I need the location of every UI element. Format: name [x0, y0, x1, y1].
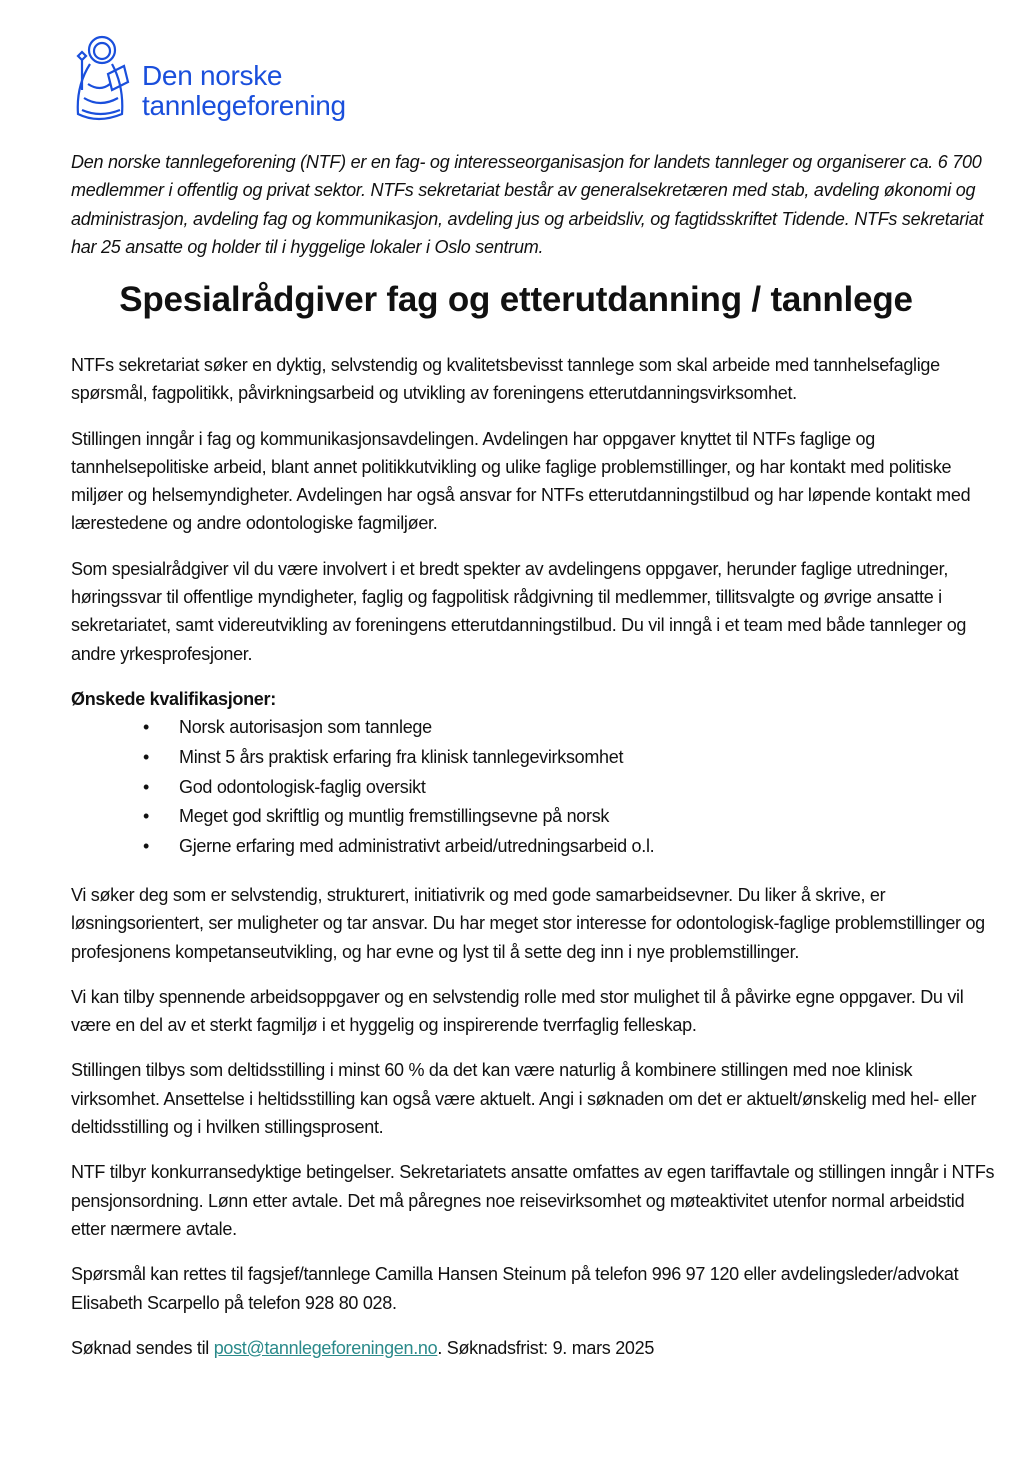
paragraph: Som spesialrådgiver vil du være involvert i et bredt spekter av avdelingens oppgaver, herunder faglige utredninger, høringssvar til offentlige myndigheter, faglig og fagpolitisk rådgivning til medlemmer, tillitsvalgte og øvrige ansatte i sekretariatet, samt videreutvikling av foreningens etterutdanningstilbud. Du vil inngå i et team med både tannleger og andre yrkesprofesjoner.: [71, 558, 967, 664]
page-title: Spesialrådgiver fag og etterutdanning / tannlege: [119, 280, 913, 319]
paragraph: Stillingen tilbys som deltidsstilling i minst 60 % da det kan være naturlig å kombinere stillingen med noe klinisk virksomhet. Ansettelse i heltidsstilling kan også være aktuelt. Angi i søknaden om det er aktuelt/ønskelig med hel- eller deltidsstilling og i hvilken stillingsprosent.: [71, 1060, 977, 1138]
list-item: • Norsk autorisasjon som tannlege: [71, 713, 996, 743]
paragraph: Vi kan tilby spennende arbeidsoppgaver og en selvstendig rolle med stor mulighet til å påvirke egne oppgaver. Du vil være en del av et sterkt fagmiljø i et hyggelig og inspirerende tverrfaglig felleskap.: [71, 986, 964, 1036]
bullet-icon: •: [143, 776, 150, 797]
paragraph: Vi søker deg som er selvstendig, strukturert, initiativrik og med gode samarbeidsevner. Du liker å skrive, er løsningsorientert, ser muligheter og tar ansvar. Du har meget stor interesse for odontologisk-faglige problemstillinger og profesjonens kompetanseutvikling, og har evne og lyst til å sette deg inn i nye problemstillinger.: [71, 884, 985, 962]
saint-apollonia-emblem-icon: [68, 34, 130, 124]
logo-line-1: Den norske: [142, 60, 283, 91]
paragraph: NTFs sekretariat søker en dyktig, selvstendig og kvalitetsbevisst tannlege som skal arbeide med tannhelsefaglige spørsmål, fagpolitikk, påvirkningsarbeid og utvikling av foreningens etterutdanningsvirksomhet.: [71, 355, 940, 404]
qualifications-list: [71, 713, 996, 862]
logo-line-2: tannlegeforening: [142, 90, 346, 121]
list-item: • Minst 5 års praktisk erfaring fra klinisk tannlegevirksomhet: [71, 743, 996, 773]
paragraph: Stillingen inngår i fag og kommunikasjonsavdelingen. Avdelingen har oppgaver knyttet til NTFs faglige og tannhelsepolitiske arbeid, blant annet politikkutvikling og ulike faglige problemstillinger, og har kontakt med politiske miljøer og helsemyndigheter. Avdelingen har også ansvar for NTFs etterutdanningstilbud og har løpende kontakt med lærestedene og andre odontologiske fagmiljøer.: [71, 428, 971, 534]
bullet-icon: •: [143, 716, 150, 737]
bullet-icon: •: [143, 836, 150, 857]
qualifications-heading: Ønskede kvalifikasjoner:: [71, 688, 276, 709]
contact-paragraph: Spørsmål kan rettes til fagsjef/tannlege Camilla Hansen Steinum på telefon 996 97 120 eller avdelingsleder/advokat Elisabeth Scarpello på telefon 928 80 028.: [71, 1264, 959, 1313]
ntf-logo: [68, 34, 346, 124]
list-item: • God odontologisk-faglig oversikt: [71, 773, 996, 803]
email-link[interactable]: post@tannlegeforeningen.no: [213, 1337, 438, 1358]
list-item: • Meget god skriftlig og muntlig fremstillingsevne på norsk: [71, 802, 996, 832]
application-paragraph: Søknad sendes til post@tannlegeforeningen.no. Søknadsfrist: 9. mars 2025: [71, 1337, 655, 1358]
list-item: • Gjerne erfaring med administrativt arbeid/utredningsarbeid o.l.: [71, 832, 996, 862]
paragraph: NTF tilbyr konkurransedyktige betingelser. Sekretariatets ansatte omfattes av egen tariffavtale og stillingen inngår i NTFs pensjonsordning. Lønn etter avtale. Det må påregnes noe reisevirksomhet og møteaktivitet utenfor normal arbeidstid etter nærmere avtale.: [71, 1162, 995, 1239]
organization-intro: Den norske tannlegeforening (NTF) er en fag- og interesseorganisasjon for landets tannleger og organiserer ca. 6 700 medlemmer i offentlig og privat sektor. NTFs sekretariat består av generalsekretæren med stab, avdeling økonomi og administrasjon, avdeling fag og kommunikasjon, avdeling jus og arbeidsliv, og fagtidsskriftet Tidende. NTFs sekretariat har 25 ansatte og holder til i hyggelige lokaler i Oslo sentrum.: [71, 152, 984, 257]
job-description: [71, 351, 996, 1379]
bullet-icon: •: [143, 806, 150, 827]
bullet-icon: •: [143, 746, 150, 767]
